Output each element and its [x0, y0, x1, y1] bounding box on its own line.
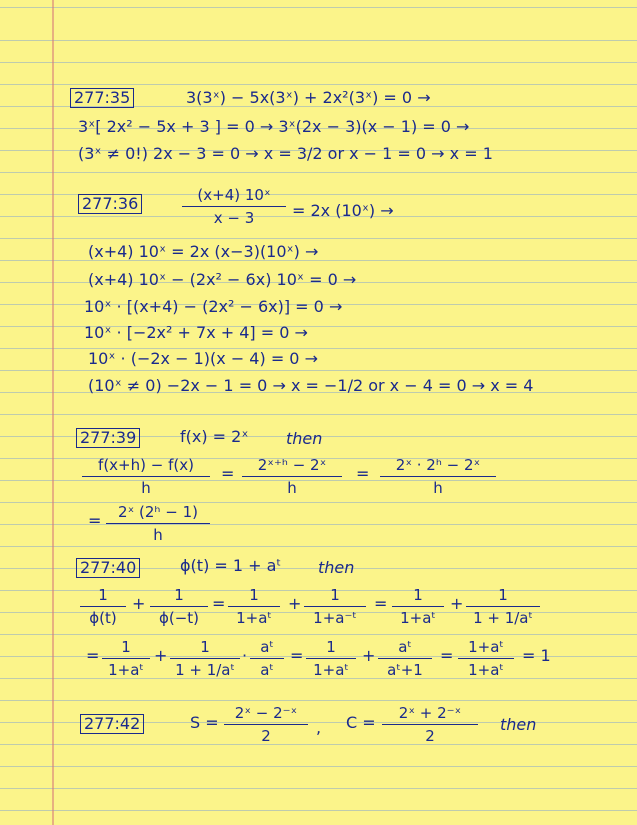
fraction-bar	[106, 523, 210, 524]
fraction-denominator: 2	[261, 727, 271, 745]
fraction-numerator: 2ˣ · 2ʰ − 2ˣ	[395, 456, 481, 474]
problem-39-definition: f(x) = 2ˣ	[180, 427, 249, 446]
problem-40-fraction-a2	[150, 586, 208, 627]
fraction-numerator: 1	[174, 586, 184, 604]
equals-sign: =	[290, 646, 304, 665]
problem-36-line-1: (x+4) 10ˣ = 2x (x−3)(10ˣ) →	[88, 242, 319, 261]
problem-40-fraction-b2	[170, 638, 240, 679]
fraction-bar	[150, 606, 208, 607]
fraction-denominator: aᵗ	[260, 661, 274, 679]
problem-40-fraction-a5	[392, 586, 444, 627]
fraction-denominator: aᵗ+1	[387, 661, 423, 679]
fraction-numerator: 1	[498, 586, 508, 604]
problem-39-then: then	[286, 429, 323, 448]
problem-40-fraction-a1	[80, 586, 126, 627]
problem-36-line-4: 10ˣ · [−2x² + 7x + 4] = 0 →	[84, 323, 308, 342]
fraction-numerator: 2ˣ (2ʰ − 1)	[118, 503, 198, 521]
plus-sign: +	[450, 594, 464, 613]
fraction-bar	[170, 658, 240, 659]
fraction-bar	[80, 606, 126, 607]
problem-label-36: 277:36	[78, 194, 142, 214]
problem-42-s-fraction	[224, 704, 308, 745]
fraction-numerator: 1	[326, 638, 336, 656]
fraction-bar	[306, 658, 356, 659]
equals-sign: =	[221, 464, 235, 483]
fraction-bar	[102, 658, 150, 659]
fraction-bar	[228, 606, 280, 607]
problem-label-40: 277:40	[76, 558, 140, 578]
fraction-denominator: x − 3	[213, 209, 255, 227]
fraction-denominator: 1+aᵗ	[400, 609, 436, 627]
fraction-denominator: h	[433, 479, 443, 497]
fraction-numerator: 1	[413, 586, 423, 604]
problem-42-c-fraction	[382, 704, 478, 745]
fraction-numerator: 1	[330, 586, 340, 604]
problem-36-line-6: (10ˣ ≠ 0) −2x − 1 = 0 → x = −1/2 or x − 4 = 0 → x = 4	[88, 376, 534, 395]
problem-39-fraction-3	[380, 456, 496, 497]
fraction-denominator: 1+a⁻ᵗ	[313, 609, 357, 627]
equals-sign: =	[356, 464, 370, 483]
problem-42-s-lhs: S =	[190, 713, 219, 732]
problem-42-c-lhs: C =	[346, 713, 376, 732]
problem-40-then: then	[318, 558, 355, 577]
fraction-denominator: 1+aᵗ	[108, 661, 144, 679]
fraction-bar	[224, 724, 308, 725]
fraction-bar	[242, 476, 342, 477]
fraction-denominator: h	[153, 526, 163, 544]
problem-36-fraction	[182, 186, 286, 227]
plus-sign: +	[154, 646, 168, 665]
problem-35-line-3: (3ˣ ≠ 0!) 2x − 3 = 0 → x = 3/2 or x − 1 = 0 → x = 1	[78, 144, 493, 163]
fraction-bar	[458, 658, 514, 659]
fraction-bar	[182, 206, 286, 207]
equals-sign: =	[440, 646, 454, 665]
fraction-bar	[250, 658, 284, 659]
problem-39-fraction-1	[82, 456, 210, 497]
fraction-denominator: 2	[425, 727, 435, 745]
plus-sign: +	[288, 594, 302, 613]
problem-35-line-2: 3ˣ[ 2x² − 5x + 3 ] = 0 → 3ˣ(2x − 3)(x − 1) = 0 →	[78, 117, 470, 136]
problem-40-fraction-b6	[458, 638, 514, 679]
problem-36-rhs: = 2x (10ˣ) →	[292, 201, 394, 220]
problem-label-35: 277:35	[70, 88, 134, 108]
problem-40-fraction-a6	[466, 586, 540, 627]
fraction-denominator: h	[141, 479, 151, 497]
fraction-numerator: 1	[121, 638, 131, 656]
problem-40-fraction-b5	[378, 638, 432, 679]
fraction-numerator: 1	[249, 586, 259, 604]
fraction-bar	[378, 658, 432, 659]
comma: ,	[316, 718, 322, 737]
problem-label-42: 277:42	[80, 714, 144, 734]
problem-40-fraction-b3	[250, 638, 284, 679]
fraction-bar	[304, 606, 366, 607]
problem-42-then: then	[500, 715, 537, 734]
fraction-bar	[382, 724, 478, 725]
problem-36-line-5: 10ˣ · (−2x − 1)(x − 4) = 0 →	[88, 349, 318, 368]
fraction-numerator: f(x+h) − f(x)	[98, 456, 194, 474]
fraction-denominator: ϕ(−t)	[158, 609, 200, 627]
problem-40-result: = 1	[522, 646, 551, 665]
problem-36-line-2: (x+4) 10ˣ − (2x² − 6x) 10ˣ = 0 →	[88, 270, 357, 289]
equals-sign: =	[212, 594, 226, 613]
fraction-bar	[466, 606, 540, 607]
fraction-numerator: aᵗ	[398, 638, 412, 656]
equals-sign: =	[374, 594, 388, 613]
equals-sign: =	[86, 646, 100, 665]
problem-40-fraction-b4	[306, 638, 356, 679]
problem-35-line-1: 3(3ˣ) − 5x(3ˣ) + 2x²(3ˣ) = 0 →	[186, 88, 431, 107]
fraction-numerator: 1	[200, 638, 210, 656]
fraction-numerator: aᵗ	[260, 638, 274, 656]
plus-sign: +	[132, 594, 146, 613]
problem-40-definition: ϕ(t) = 1 + aᵗ	[180, 556, 282, 575]
problem-label-39: 277:39	[76, 428, 140, 448]
fraction-denominator: 1+aᵗ	[236, 609, 272, 627]
fraction-bar	[380, 476, 496, 477]
problem-40-fraction-b1	[102, 638, 150, 679]
problem-40-fraction-a4	[304, 586, 366, 627]
fraction-numerator: 1	[98, 586, 108, 604]
dot-operator: ·	[242, 646, 248, 665]
equals-sign: =	[88, 511, 102, 530]
fraction-numerator: 2ˣ + 2⁻ˣ	[398, 704, 462, 722]
plus-sign: +	[362, 646, 376, 665]
fraction-denominator: h	[287, 479, 297, 497]
fraction-numerator: 2ˣ⁺ʰ − 2ˣ	[257, 456, 327, 474]
fraction-numerator: (x+4) 10ˣ	[197, 186, 271, 204]
fraction-denominator: 1 + 1/aᵗ	[473, 609, 533, 627]
fraction-denominator: 1+aᵗ	[313, 661, 349, 679]
fraction-denominator: ϕ(t)	[89, 609, 117, 627]
problem-36-line-3: 10ˣ · [(x+4) − (2x² − 6x)] = 0 →	[84, 297, 343, 316]
fraction-bar	[392, 606, 444, 607]
fraction-numerator: 1+aᵗ	[468, 638, 504, 656]
problem-40-fraction-a3	[228, 586, 280, 627]
fraction-numerator: 2ˣ − 2⁻ˣ	[234, 704, 298, 722]
fraction-denominator: 1+aᵗ	[468, 661, 504, 679]
problem-39-fraction-4	[106, 503, 210, 544]
fraction-bar	[82, 476, 210, 477]
fraction-denominator: 1 + 1/aᵗ	[175, 661, 235, 679]
problem-39-fraction-2	[242, 456, 342, 497]
